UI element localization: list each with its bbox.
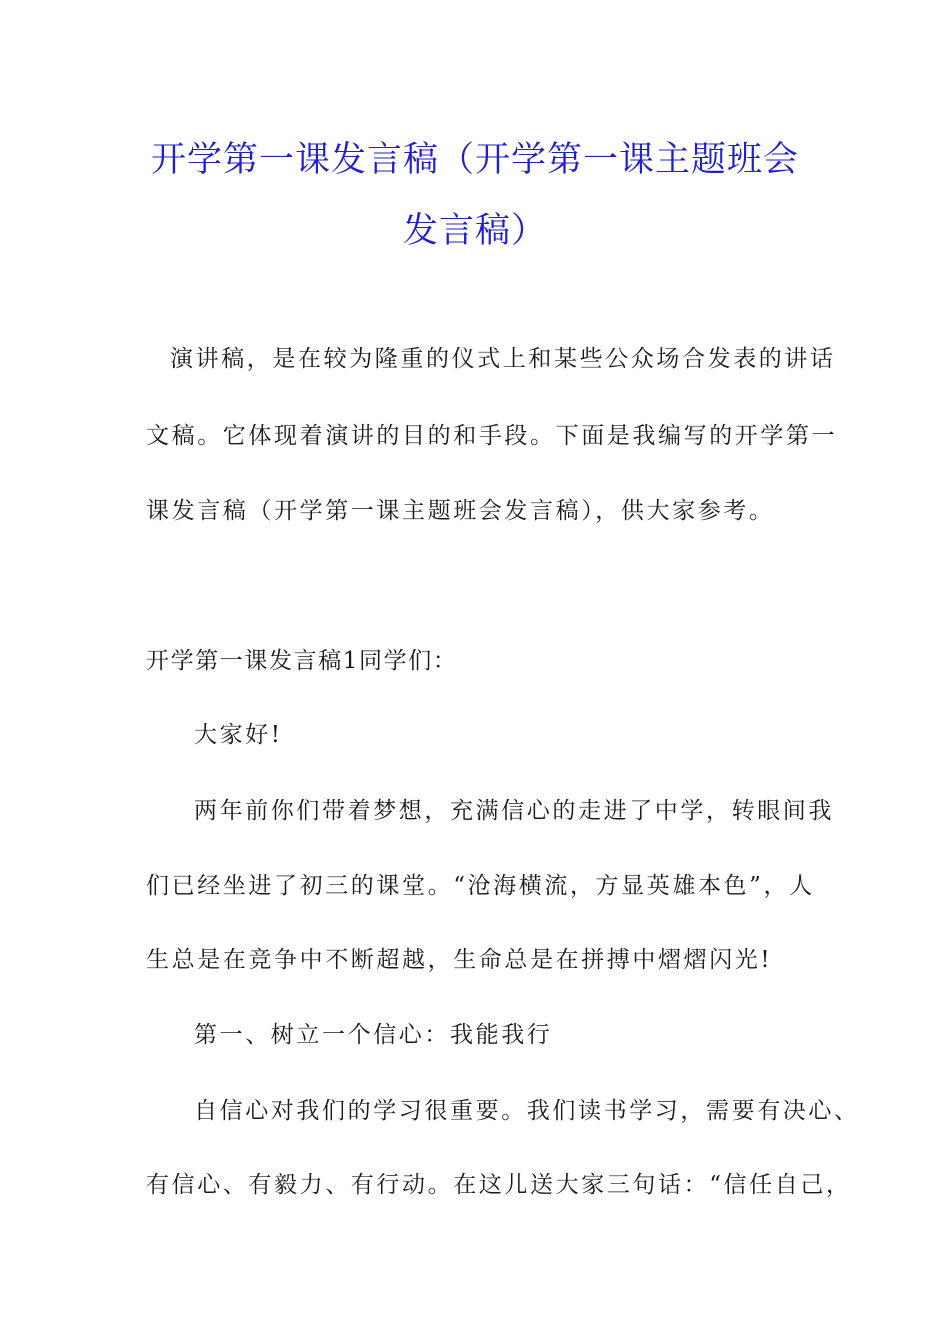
para1-line-3: 生总是在竞争中不断超越，生命总是在拼搏中熠熠闪光! — [146, 947, 773, 973]
intro-line-3: 课发言稿（开学第一课主题班会发言稿），供大家参考。 — [146, 498, 775, 524]
point-heading-1: 第一、树立一个信心：我能我行 — [194, 1022, 553, 1048]
intro-line-1: 演讲稿，是在较为隆重的仪式上和某些公众场合发表的讲话 — [170, 346, 836, 372]
document-title-line-2: 发言稿） — [402, 211, 547, 251]
greeting: 大家好! — [194, 722, 283, 748]
document-title-line-1: 开学第一课发言稿（开学第一课主题班会 — [150, 140, 799, 180]
para1-line-1: 两年前你们带着梦想，充满信心的走进了中学，转眼间我 — [194, 798, 834, 824]
para2-line-1: 自信心对我们的学习很重要。我们读书学习，需要有决心、 — [194, 1098, 860, 1124]
intro-line-2: 文稿。它体现着演讲的目的和手段。下面是我编写的开学第一 — [146, 423, 838, 449]
section-heading: 开学第一课发言稿1同学们： — [146, 648, 458, 674]
para2-line-2: 有信心、有毅力、有行动。在这儿送大家三句话：“信任自己， — [146, 1172, 852, 1198]
para1-line-2: 们已经坐进了初三的课堂。“沧海横流，方显英雄本色”，人 — [146, 873, 815, 899]
